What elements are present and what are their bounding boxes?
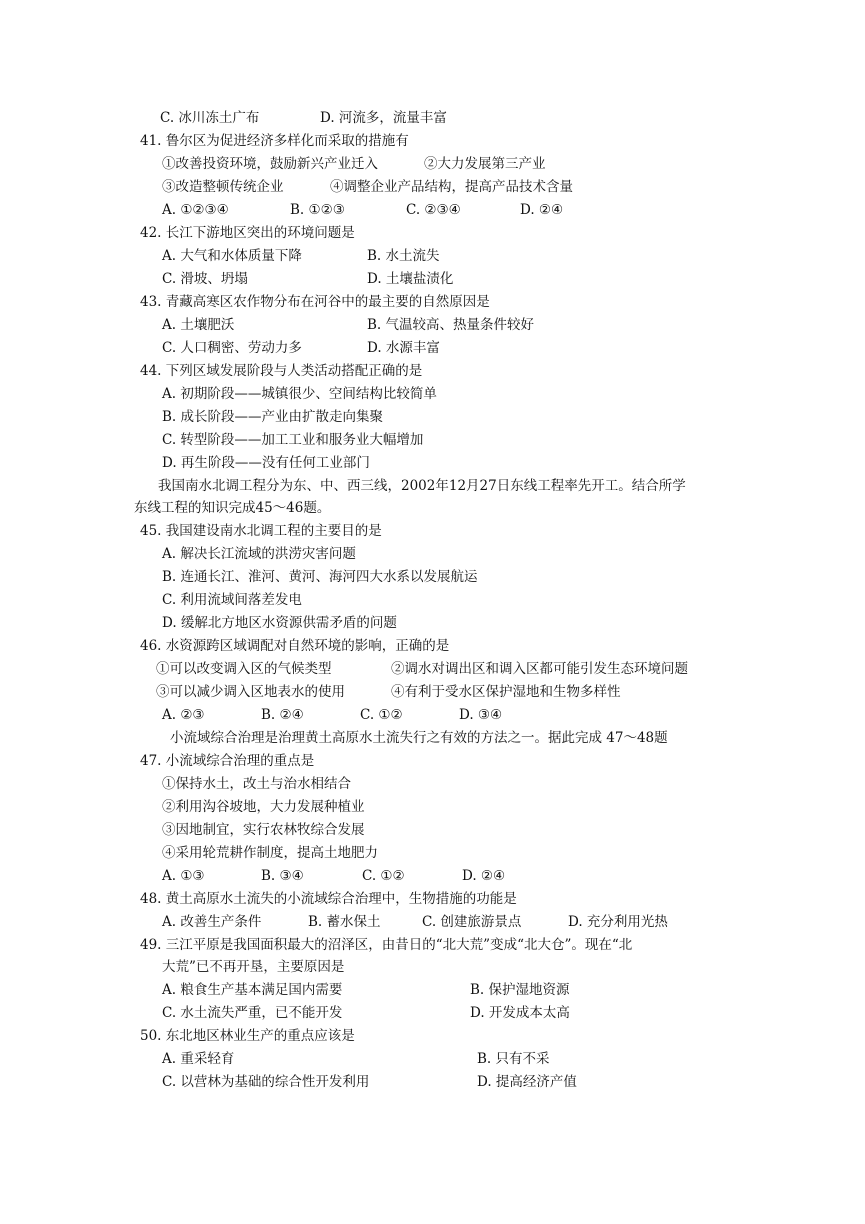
text-line bbox=[162, 773, 845, 795]
text-segment: B. 保护湿地资源 bbox=[470, 982, 570, 998]
text-line bbox=[140, 360, 845, 382]
text-segment: ③改造整顿传统企业 bbox=[162, 179, 284, 195]
text-segment: C. 水土流失严重，已不能开发 bbox=[162, 1005, 343, 1021]
text-line bbox=[160, 107, 845, 129]
text-segment: ③因地制宜，实行农林牧综合发展 bbox=[162, 822, 365, 838]
text-segment: D. 水源丰富 bbox=[367, 340, 440, 356]
text-line bbox=[162, 1002, 845, 1024]
text-segment: A. ①②③④ bbox=[162, 202, 229, 218]
text-line bbox=[162, 566, 845, 588]
text-segment: ②大力发展第三产业 bbox=[424, 156, 546, 172]
text-segment: ③可以减少调入区地表水的使用 bbox=[156, 684, 345, 700]
text-line bbox=[162, 176, 845, 198]
text-line bbox=[162, 704, 845, 726]
text-segment: D. ②④ bbox=[520, 202, 564, 218]
text-segment: B. 气温较高、热量条件较好 bbox=[367, 317, 535, 333]
text-segment: ①保持水土，改土与治水相结合 bbox=[162, 776, 351, 792]
text-line bbox=[162, 979, 845, 1001]
text-segment: ④有利于受水区保护湿地和生物多样性 bbox=[391, 684, 621, 700]
text-line bbox=[140, 888, 845, 910]
text-segment: B. 水土流失 bbox=[367, 248, 440, 264]
text-segment: A. ①③ bbox=[162, 868, 205, 884]
text-line bbox=[162, 543, 845, 565]
text-line bbox=[162, 865, 845, 887]
text-segment: C. 冰川冻土广布 bbox=[160, 110, 260, 126]
text-segment: C. ①② bbox=[360, 707, 403, 723]
text-line bbox=[162, 589, 845, 611]
text-segment: C. 滑坡、坍塌 bbox=[162, 271, 248, 287]
text-segment: 48. 黄土高原水土流失的小流域综合治理中，生物措施的功能是 bbox=[140, 891, 517, 907]
text-line bbox=[156, 658, 845, 680]
text-line bbox=[140, 222, 845, 244]
text-segment: 大荒”已不再开垦，主要原因是 bbox=[162, 959, 345, 975]
text-segment: ④调整企业产品结构，提高产品技术含量 bbox=[330, 179, 573, 195]
text-line bbox=[140, 520, 845, 542]
text-line bbox=[162, 406, 845, 428]
text-segment: 41. 鲁尔区为促进经济多样化而采取的措施有 bbox=[140, 133, 409, 149]
text-segment: A. 粮食生产基本满足国内需要 bbox=[162, 982, 343, 998]
text-segment: C. ①② bbox=[362, 868, 405, 884]
text-segment: 小流域综合治理是治理黄土高原水土流失行之有效的方法之一。据此完成 47～48题 bbox=[170, 730, 668, 746]
text-segment: D. 提高经济产值 bbox=[477, 1074, 577, 1090]
text-segment: B. ③④ bbox=[261, 868, 304, 884]
text-line bbox=[162, 383, 845, 405]
text-segment: 47. 小流域综合治理的重点是 bbox=[140, 753, 315, 769]
text-segment: B. 连通长江、淮河、黄河、海河四大水系以发展航运 bbox=[162, 569, 478, 585]
text-segment: 49. 三江平原是我国面积最大的沼泽区，由昔日的“北大荒”变成“北大仓”。现在“北 bbox=[140, 937, 633, 953]
text-segment: C. 以营林为基础的综合性开发利用 bbox=[162, 1074, 370, 1090]
text-segment: B. 只有不采 bbox=[477, 1051, 550, 1067]
text-segment: ④采用轮荒耕作制度，提高土地肥力 bbox=[162, 845, 378, 861]
text-segment: A. ②③ bbox=[162, 707, 205, 723]
text-segment: ②利用沟谷坡地，大力发展种植业 bbox=[162, 799, 365, 815]
text-segment: A. 土壤肥沃 bbox=[162, 317, 235, 333]
text-line bbox=[156, 681, 845, 703]
text-segment: 42. 长江下游地区突出的环境问题是 bbox=[140, 225, 355, 241]
text-line bbox=[140, 1025, 845, 1047]
text-line bbox=[162, 956, 845, 978]
text-segment: B. ①②③ bbox=[290, 202, 345, 218]
text-segment: A. 重采轻育 bbox=[162, 1051, 235, 1067]
text-segment: 43. 青藏高寒区农作物分布在河谷中的最主要的自然原因是 bbox=[140, 294, 490, 310]
text-segment: D. 河流多，流量丰富 bbox=[320, 110, 447, 126]
text-line bbox=[162, 245, 845, 267]
text-line bbox=[162, 612, 845, 634]
text-segment: B. ②④ bbox=[261, 707, 304, 723]
text-line bbox=[162, 911, 845, 933]
text-segment: A. 初期阶段——城镇很少、空间结构比较简单 bbox=[162, 386, 437, 402]
text-segment: D. 开发成本太高 bbox=[470, 1005, 570, 1021]
text-segment: D. 缓解北方地区水资源供需矛盾的问题 bbox=[162, 615, 397, 631]
text-segment: ①改善投资环境，鼓励新兴产业迁入 bbox=[162, 156, 378, 172]
text-line bbox=[162, 452, 845, 474]
text-segment: 东线工程的知识完成45～46题。 bbox=[134, 500, 331, 516]
text-line bbox=[140, 750, 845, 772]
text-line bbox=[162, 429, 845, 451]
text-line bbox=[140, 934, 845, 956]
text-line bbox=[170, 727, 845, 749]
text-segment: D. ②④ bbox=[462, 868, 506, 884]
text-line bbox=[162, 819, 845, 841]
text-line bbox=[162, 337, 845, 359]
text-line bbox=[158, 475, 845, 497]
text-segment: 45. 我国建设南水北调工程的主要目的是 bbox=[140, 523, 382, 539]
text-segment: 50. 东北地区林业生产的重点应该是 bbox=[140, 1028, 355, 1044]
text-line bbox=[162, 1048, 845, 1070]
text-line bbox=[140, 291, 845, 313]
text-segment: 46. 水资源跨区域调配对自然环境的影响，正确的是 bbox=[140, 638, 450, 654]
text-line bbox=[162, 199, 845, 221]
text-segment: B. 蓄水保土 bbox=[308, 914, 381, 930]
text-segment: A. 改善生产条件 bbox=[162, 914, 262, 930]
text-segment: C. 利用流域间落差发电 bbox=[162, 592, 302, 608]
text-segment: A. 解决长江流域的洪涝灾害问题 bbox=[162, 546, 356, 562]
text-segment: ①可以改变调入区的气候类型 bbox=[156, 661, 332, 677]
text-segment: C. 创建旅游景点 bbox=[422, 914, 522, 930]
text-segment: 44. 下列区域发展阶段与人类活动搭配正确的是 bbox=[140, 363, 423, 379]
text-line bbox=[162, 314, 845, 336]
text-line bbox=[162, 796, 845, 818]
text-segment: C. 转型阶段——加工工业和服务业大幅增加 bbox=[162, 432, 424, 448]
text-segment: ②调水对调出区和调入区都可能引发生态环境问题 bbox=[391, 661, 688, 677]
text-segment: A. 大气和水体质量下降 bbox=[162, 248, 302, 264]
text-line bbox=[140, 130, 845, 152]
text-line bbox=[162, 153, 845, 175]
text-segment: B. 成长阶段——产业由扩散走向集聚 bbox=[162, 409, 384, 425]
text-segment: D. 再生阶段——没有任何工业部门 bbox=[162, 455, 370, 471]
text-segment: C. ②③④ bbox=[406, 202, 461, 218]
text-segment: D. 土壤盐渍化 bbox=[367, 271, 454, 287]
text-line bbox=[134, 497, 845, 519]
text-segment: 我国南水北调工程分为东、中、西三线，2002年12月27日东线工程率先开工。结合所学 bbox=[158, 478, 686, 494]
text-line bbox=[162, 842, 845, 864]
text-line bbox=[162, 1071, 845, 1093]
text-segment: C. 人口稠密、劳动力多 bbox=[162, 340, 302, 356]
text-line bbox=[162, 268, 845, 290]
text-segment: D. ③④ bbox=[459, 707, 503, 723]
text-line bbox=[140, 635, 845, 657]
text-segment: D. 充分利用光热 bbox=[568, 914, 668, 930]
